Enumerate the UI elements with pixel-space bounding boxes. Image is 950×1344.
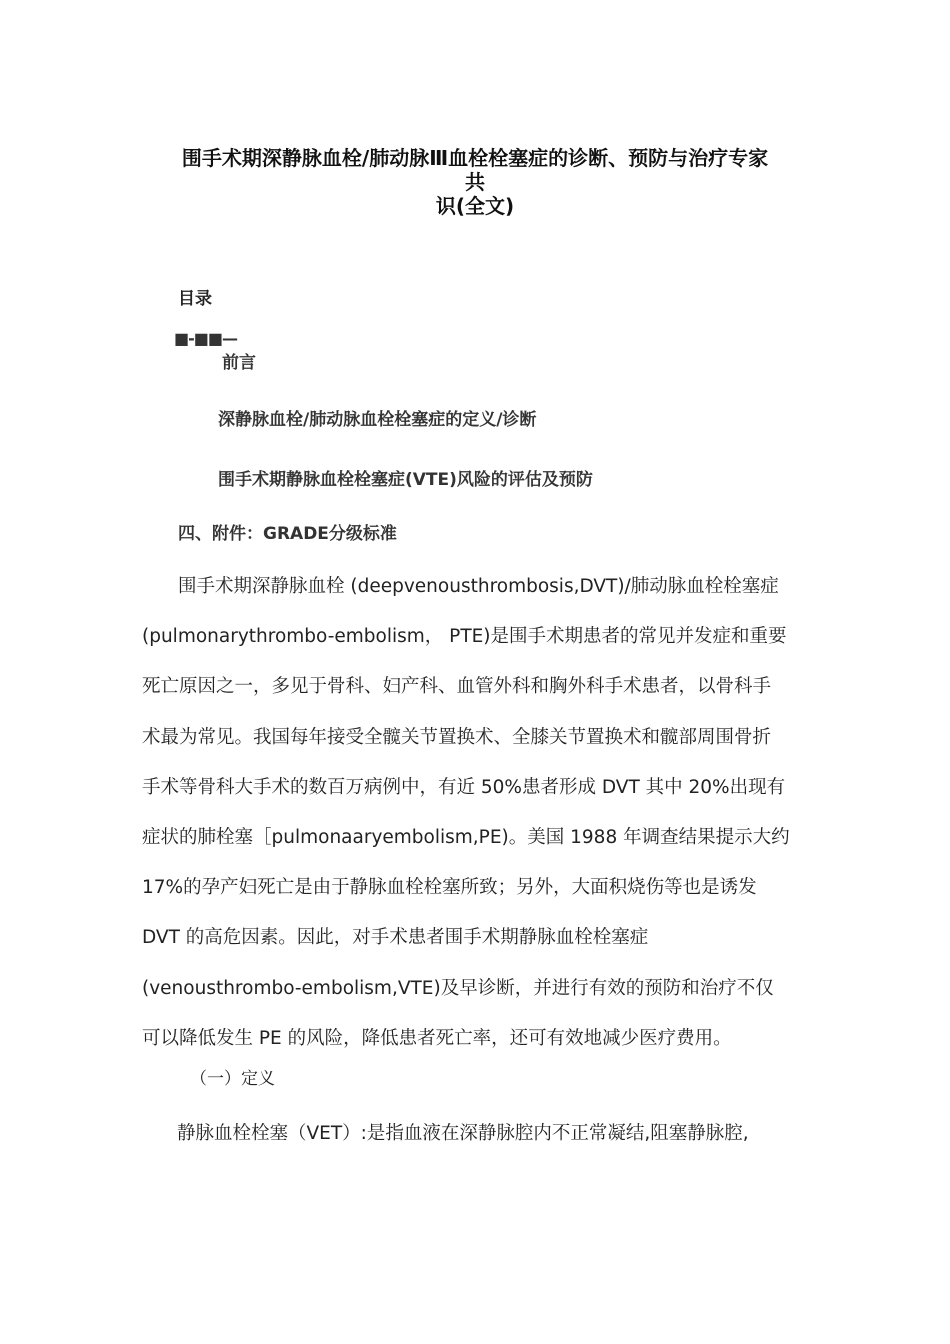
paragraph-line: (pulmonarythrombo-embolism， PTE)是围手术期患者的常见并发症和重要 xyxy=(142,626,787,648)
paragraph-line: 症状的肺栓塞［pulmonaaryembolism,PE)。美国 1988 年调查结果提示大约 xyxy=(142,826,790,848)
paragraph-line: 手术等骨科大手术的数百万病例中，有近 50%患者形成 DVT 其中 20%出现有 xyxy=(142,776,786,798)
paragraph-line: 17%的孕产妇死亡是由于静脉血栓栓塞所致；另外，大面积烧伤等也是诱发 xyxy=(142,877,757,899)
toc-item-3: 围手术期静脉血栓栓塞症(VTE)风险的评估及预防 xyxy=(218,470,593,490)
toc-heading: 目录 xyxy=(178,289,212,309)
toc-item-2: 深静脉血栓/肺动脉血栓栓塞症的定义/诊断 xyxy=(218,410,537,430)
title-line-2: 共 xyxy=(465,170,485,194)
paragraph-line: 死亡原因之一，多见于骨科、妇产科、血管外科和胸外科手术患者，以骨科手 xyxy=(142,676,772,698)
toc-item-4: 四、附件：GRADE分级标准 xyxy=(178,524,397,544)
paragraph-line: (venousthrombo-embolism,VTE)及早诊断，并进行有效的预防和治疗不仅 xyxy=(142,977,774,999)
paragraph-line: 术最为常见。我国每年接受全髋关节置换术、全膝关节置换术和髋部周围骨折 xyxy=(142,726,772,748)
toc-item-1-number: ■-■■— xyxy=(174,329,237,348)
paragraph-line: 围手术期深静脉血栓 (deepvenousthrombosis,DVT)/肺动脉血栓栓塞症 xyxy=(178,576,779,597)
document-title xyxy=(130,146,820,218)
paragraph-line: DVT 的高危因素。因此，对手术患者围手术期静脉血栓栓塞症 xyxy=(142,927,649,949)
paragraph-line: 可以降低发生 PE 的风险，降低患者死亡率，还可有效地减少医疗费用。 xyxy=(142,1027,732,1049)
section-heading-definition: （一）定义 xyxy=(190,1069,275,1089)
toc-item-1-label: 前言 xyxy=(222,353,256,373)
title-line-3: 识(全文) xyxy=(435,194,515,218)
title-line-1: 围手术期深静脉血栓/肺动脉Ⅲ血栓栓塞症的诊断、预防与治疗专家 xyxy=(181,146,769,170)
intro-paragraph xyxy=(142,562,812,1064)
definition-paragraph: 静脉血栓栓塞（VET）:是指血液在深静脉腔内不正常凝结,阻塞静脉腔, xyxy=(177,1123,749,1144)
